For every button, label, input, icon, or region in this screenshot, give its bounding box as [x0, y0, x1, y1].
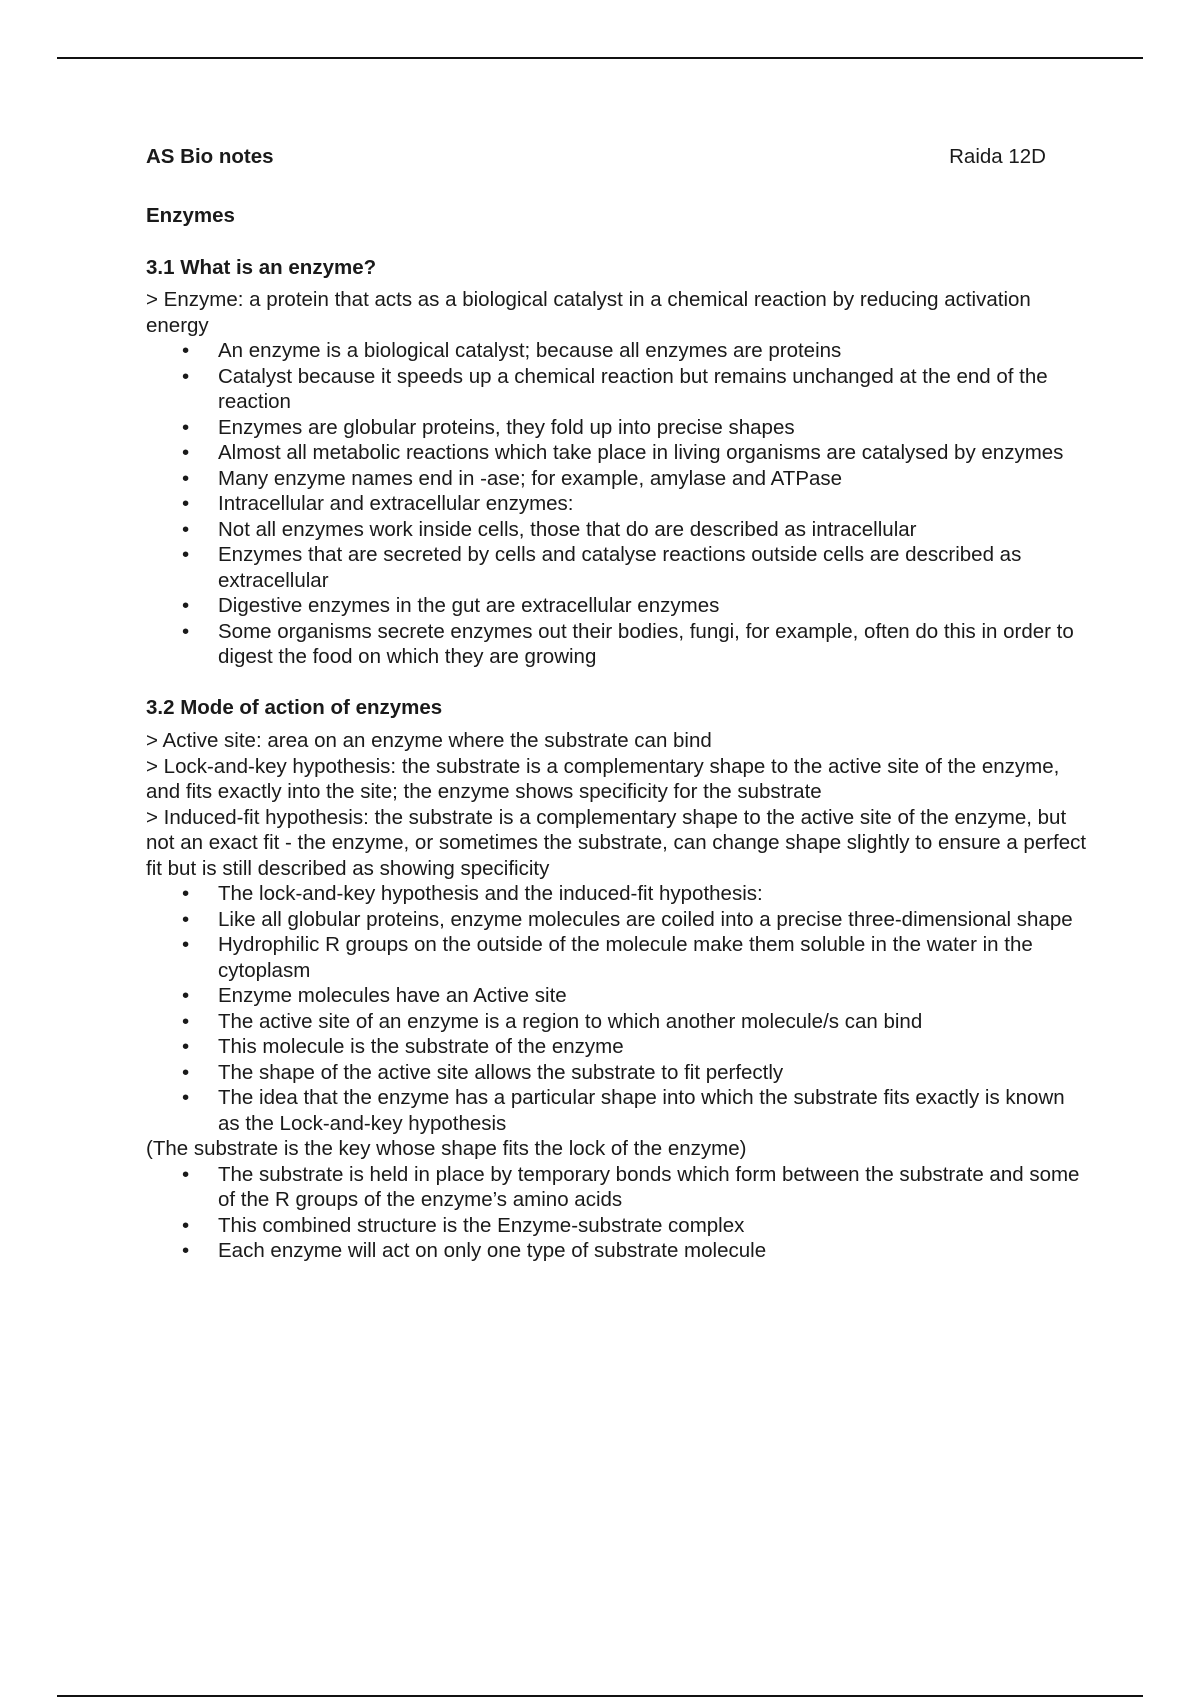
- document-header: [146, 144, 1090, 170]
- section2-bullet-list-b: [146, 1162, 1090, 1264]
- list-item: • The shape of the active site allows the substrate to fit perfectly: [146, 1060, 1090, 1086]
- main-heading: Enzymes: [146, 204, 235, 227]
- enzyme-definition: > Enzyme: a protein that acts as a biological catalyst in a chemical reaction by reducing activation energy: [146, 288, 1031, 337]
- lock-and-key-note: (The substrate is the key whose shape fits the lock of the enzyme): [146, 1137, 747, 1160]
- list-item: • An enzyme is a biological catalyst; because all enzymes are proteins: [146, 338, 1090, 364]
- document-title: AS Bio notes: [146, 145, 274, 168]
- list-item: • The substrate is held in place by temporary bonds which form between the substrate and some of the R groups of the enzyme’s amino acids: [146, 1162, 1090, 1213]
- section2-bullet-list-a: [146, 881, 1090, 1136]
- author-label: Raida 12D: [949, 145, 1046, 168]
- list-item: • Some organisms secrete enzymes out their bodies, fungi, for example, often do this in order to digest the food on which they are growing: [146, 619, 1090, 670]
- section1-bullet-list-b: [146, 491, 1090, 670]
- list-item: • Digestive enzymes in the gut are extracellular enzymes: [146, 593, 1090, 619]
- list-item: • Not all enzymes work inside cells, those that do are described as intracellular: [146, 517, 1090, 543]
- section1-bullet-list-a: [146, 338, 1090, 491]
- notes-page: [146, 144, 1090, 1264]
- list-item: • Enzymes that are secreted by cells and catalyse reactions outside cells are described as extracellular: [146, 542, 1090, 593]
- induced-fit-definition: > Induced-fit hypothesis: the substrate is a complementary shape to the active site of the enzyme, but not an exact fit - the enzyme, or sometimes the substrate, can change shape slightly to ensure a perfect fit but is still described as showing specificity: [146, 805, 1087, 880]
- section-heading-3-1: 3.1 What is an enzyme?: [146, 255, 377, 279]
- list-item: • Enzymes are globular proteins, they fold up into precise shapes: [146, 415, 1090, 441]
- lock-and-key-definition: > Lock-and-key hypothesis: the substrate is a complementary shape to the active site of the enzyme, and fits exactly into the site; the enzyme shows specificity for the substrate: [146, 754, 1060, 803]
- list-item: • Almost all metabolic reactions which take place in living organisms are catalysed by enzymes: [146, 440, 1090, 466]
- list-item: • This combined structure is the Enzyme-substrate complex: [146, 1213, 1090, 1239]
- list-item: • Enzyme molecules have an Active site: [146, 983, 1090, 1009]
- list-item: • Hydrophilic R groups on the outside of the molecule make them soluble in the water in the cytoplasm: [146, 932, 1090, 983]
- list-item: • The active site of an enzyme is a region to which another molecule/s can bind: [146, 1009, 1090, 1035]
- list-item: • Each enzyme will act on only one type of substrate molecule: [146, 1238, 1090, 1264]
- list-item: • Many enzyme names end in -ase; for example, amylase and ATPase: [146, 466, 1090, 492]
- list-item: • The idea that the enzyme has a particular shape into which the substrate fits exactly is known as the Lock-and-key hypothesis: [146, 1085, 1090, 1136]
- active-site-definition: > Active site: area on an enzyme where the substrate can bind: [146, 729, 712, 752]
- list-item: • Intracellular and extracellular enzymes:: [146, 491, 1090, 517]
- list-item: • Catalyst because it speeds up a chemical reaction but remains unchanged at the end of the reaction: [146, 364, 1090, 415]
- list-item: • This molecule is the substrate of the enzyme: [146, 1034, 1090, 1060]
- top-rule: [57, 57, 1143, 59]
- list-item: • The lock-and-key hypothesis and the induced-fit hypothesis:: [146, 881, 1090, 907]
- list-item: • Like all globular proteins, enzyme molecules are coiled into a precise three-dimensional shape: [146, 907, 1090, 933]
- section-heading-3-2: 3.2 Mode of action of enzymes: [146, 695, 443, 719]
- bottom-rule: [57, 1695, 1143, 1697]
